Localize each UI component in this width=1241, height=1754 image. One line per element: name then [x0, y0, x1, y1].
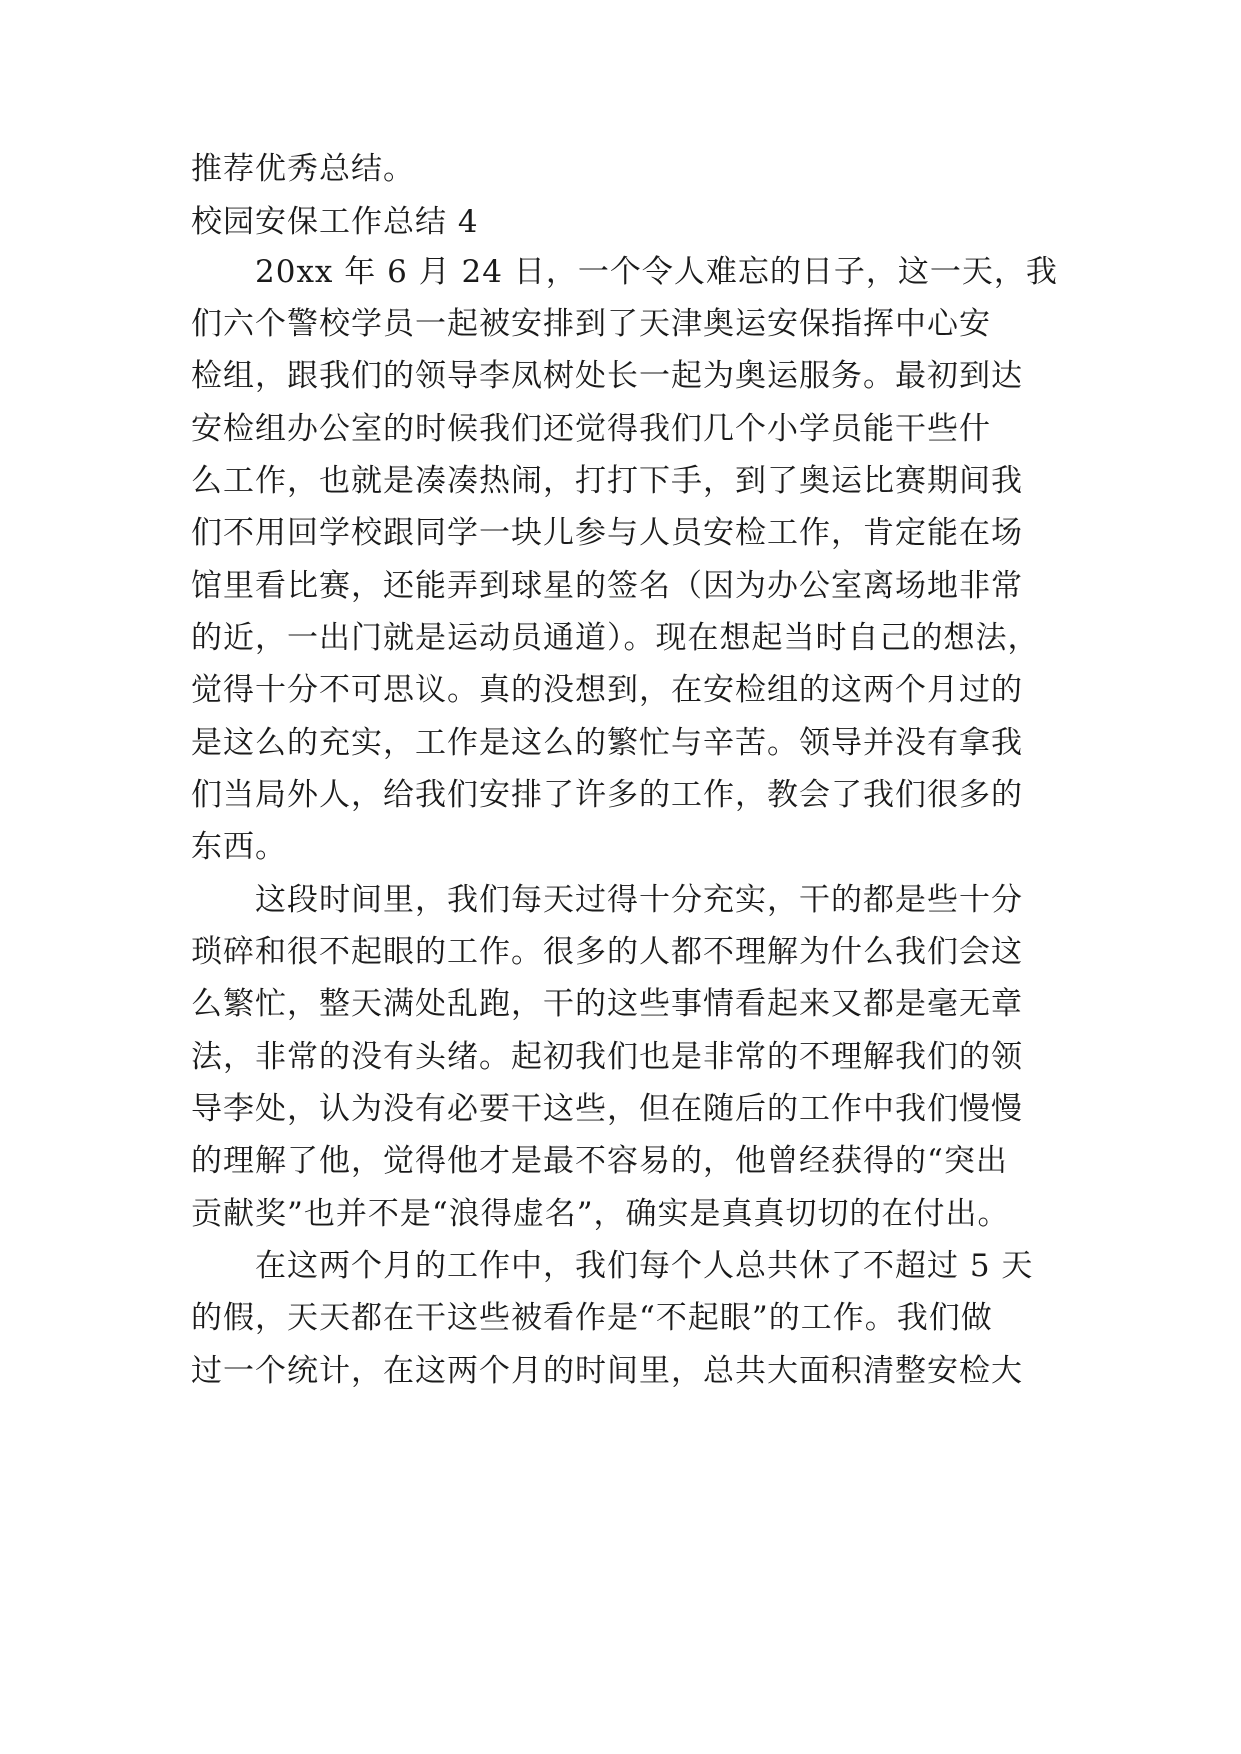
paragraph-line: 过一个统计，在这两个月的时间里，总共大面积清整安检大: [191, 1353, 1023, 1389]
paragraph-line: 馆里看比赛，还能弄到球星的签名（因为办公室离场地非常: [191, 568, 1023, 604]
paragraph-line: 20xx 年 6 月 24 日，一个令人难忘的日子，这一天，我: [255, 254, 1058, 290]
paragraph-line: 们当局外人，给我们安排了许多的工作，教会了我们很多的: [191, 777, 1023, 813]
paragraph-line: 这段时间里，我们每天过得十分充实，干的都是些十分: [255, 882, 1023, 918]
paragraph-line: 安检组办公室的时候我们还觉得我们几个小学员能干些什: [191, 411, 991, 447]
paragraph-line: 贡献奖”也并不是“浪得虚名”，确实是真真切切的在付出。: [191, 1196, 1010, 1232]
paragraph-line: 琐碎和很不起眼的工作。很多的人都不理解为什么我们会这: [191, 934, 1023, 970]
paragraph-line: 的近，一出门就是运动员通道）。现在想起当时自己的想法，: [191, 620, 1040, 656]
paragraph-line: 么繁忙，整天满处乱跑，干的这些事情看起来又都是毫无章: [191, 986, 1023, 1022]
paragraph-line: 导李处，认为没有必要干这些，但在随后的工作中我们慢慢: [191, 1091, 1023, 1127]
paragraph-line: 觉得十分不可思议。真的没想到，在安检组的这两个月过的: [191, 672, 1023, 708]
paragraph-line: 是这么的充实，工作是这么的繁忙与辛苦。领导并没有拿我: [191, 725, 1023, 761]
paragraph-line: 们六个警校学员一起被安排到了天津奥运安保指挥中心安: [191, 306, 991, 342]
paragraph-line: 的理解了他，觉得他才是最不容易的，他曾经获得的“突出: [191, 1143, 1008, 1179]
section-heading: 校园安保工作总结 4: [191, 204, 479, 240]
paragraph-line: 在这两个月的工作中，我们每个人总共休了不超过 5 天: [255, 1248, 1034, 1284]
paragraph-line: 们不用回学校跟同学一块儿参与人员安检工作，肯定能在场: [191, 515, 1023, 551]
paragraph-line: 法，非常的没有头绪。起初我们也是非常的不理解我们的领: [191, 1039, 1023, 1075]
paragraph-line: 么工作，也就是凑凑热闹，打打下手，到了奥运比赛期间我: [191, 463, 1023, 499]
paragraph-line: 推荐优秀总结。: [191, 151, 415, 187]
paragraph-line: 的假，天天都在干这些被看作是“不起眼”的工作。我们做: [191, 1300, 993, 1336]
paragraph-line: 东西。: [191, 829, 287, 865]
paragraph-line: 检组，跟我们的领导李凤树处长一起为奥运服务。最初到达: [191, 358, 1023, 394]
